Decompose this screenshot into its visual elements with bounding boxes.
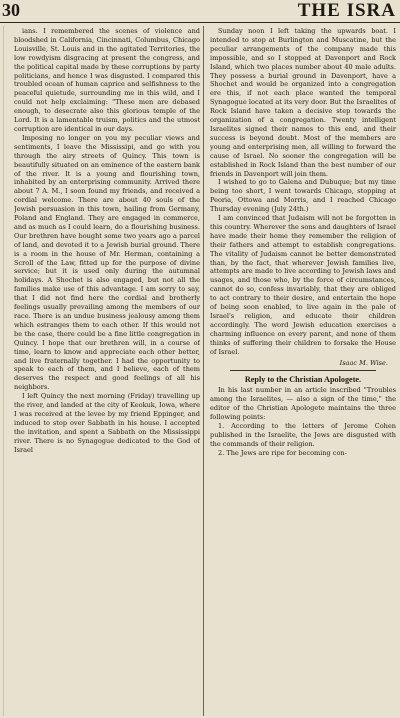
column-divider [203,26,204,716]
page-number: 30 [2,0,20,20]
page-header [0,0,400,23]
masthead-title: THE ISRA [297,0,396,21]
paragraph: I am convinced that Judaism will not be forgotten in this country. Wherever the sons and daughters of Israel have made their home they remember the religion of their fathers and attempt to establish congregations. The vitality of Judaism cannot be better demonstrated than, by the fact, that wherever Jewish families live, attempts are made to live according to Jewish laws and usages, and those who, by the force of circumstances, cannot do so, confess invariably, that they are obliged to act contrary to their desire, and entertain the hope of being soon enabled, to live again in the pale of Israel's religion, and educate their children accordingly. The word Jewish education exercises a charming influence on every parent, and none of them thinks of suffering their children to forsake the House of Israel. [210,214,396,356]
right-column [210,27,396,715]
paragraph: In his last number in an article inscribed "Troubles among the Israelites, — also a sign of the time," the editor of the Christian Apologete maintains the three following points: [210,386,396,422]
paragraph: I left Quincy the next morning (Friday) travelling up the river, and landed at the city of Keokuk, Iowa, where I was received at the levee by my friend Eppinger, and induced to stop over Sabbath in his house. I accepted the invitation, and spent a Sabbath on the Mississippi river. There is no Synagogue dedicated to the God of Israel [14,392,200,454]
section-divider [230,370,376,371]
paragraph: ians. I remembered the scenes of violence and bloodshed in California, Cincinnati, Columbus, Chicago Louisville, St. Louis and in the agitated Territories, the low rowdyism disgracing at present the congress, and the political capital made by these corruptions by party politicians, and hence I was disgusted. I compared this troubled ocean of human caprice and selfishness to the peaceful quietude, surrounding me in this wild, and I could not help exclaiming: "These men are debased enough, to desecrate also this glorious temple of the Lord. It is a lamentable truism, politics and the utmost corruption are identical in our days. [14,27,200,133]
numbered-point: 2. The Jews are ripe for becoming con- [218,448,347,457]
paragraph: Sunday noon I left taking the upwards boat. I intended to stop at Burlington and Muscatine, but the peculiar arrangements of the company made this impossible, and so I stopped at Davenport and Rock Island, which two places number about 40 male adults. They possess a burial ground in Davenport, have a Shochet and would be organized into a congregation ere this, if not each place wanted the temporal Synagogue located at its very door. But the Israelites of Rock Island have taken a decisive step towards the organization of a congregation. Twenty intelligent Israelites signed their names to this end, and their success is beyond doubt. Most of the members are young and enterprising men, all willing to forward the cause of Israel. No sooner the congregation will be established in Rock Island than the best number of our friends in Davenport will join them. [210,27,396,178]
numbered-point: 1. According to the letters of Jerome Cohen published in the Israelite, the Jews are disgusted with the commands of their religion. [210,422,396,448]
paragraph: I wished to go to Galena and Dubuque; but my time being too short, I went towards Chicago, stopping at Peoria, Ottowa and Morris, and I reached Chicago Thursday evening (July 24th.) [210,178,396,214]
paragraph: Imposing no longer on you my peculiar views and sentiments, I leave the Mississipi, and go with you through the airy streets of Quincy. This town is beautifully situated on an eminence of the eastern bank of the river. It is a young and flourishing town, inhabited by an enterprising community. Arrived there about 7 A. M., I soon found my friends, and received a cordial welcome. There are about 40 souls of the Jewish persuasion in this town, hailing from Germany, Poland and England. They are engaged in commerce, and as much as I could learn, do a flourishing business. Our brethren have bought some two years ago a parcel of land, and devoted it to a Jewish burial ground. There is a room in the house of Mr. Herman, containing a Scroll of the Law, fitted up for the purpose of divine service; but it is used only during the autumnal holidays. A Shochet is also engaged, but not all the families make use of this advantage. I am sorry to say, that I did not find here the cordial and brotherly feelings usually prevailing among the members of our race. There is an undue business jealousy among them which estranges them to each other. If this would not be the case, there could be a fine little congregation in Quincy. I hope that our brethren will, in a course of time, learn to know and appreciate each other better, and live fraternally together. I had the opportunity to speak to each of them, and I believe, each of them deserves the respect and good feelings of all his neighbors. [14,133,200,392]
margin-rule [3,26,4,716]
left-column [14,27,200,715]
section-title: Reply to the Christian Apologete. [244,375,362,385]
author-signature: Isaac M. Wise. [339,358,388,367]
